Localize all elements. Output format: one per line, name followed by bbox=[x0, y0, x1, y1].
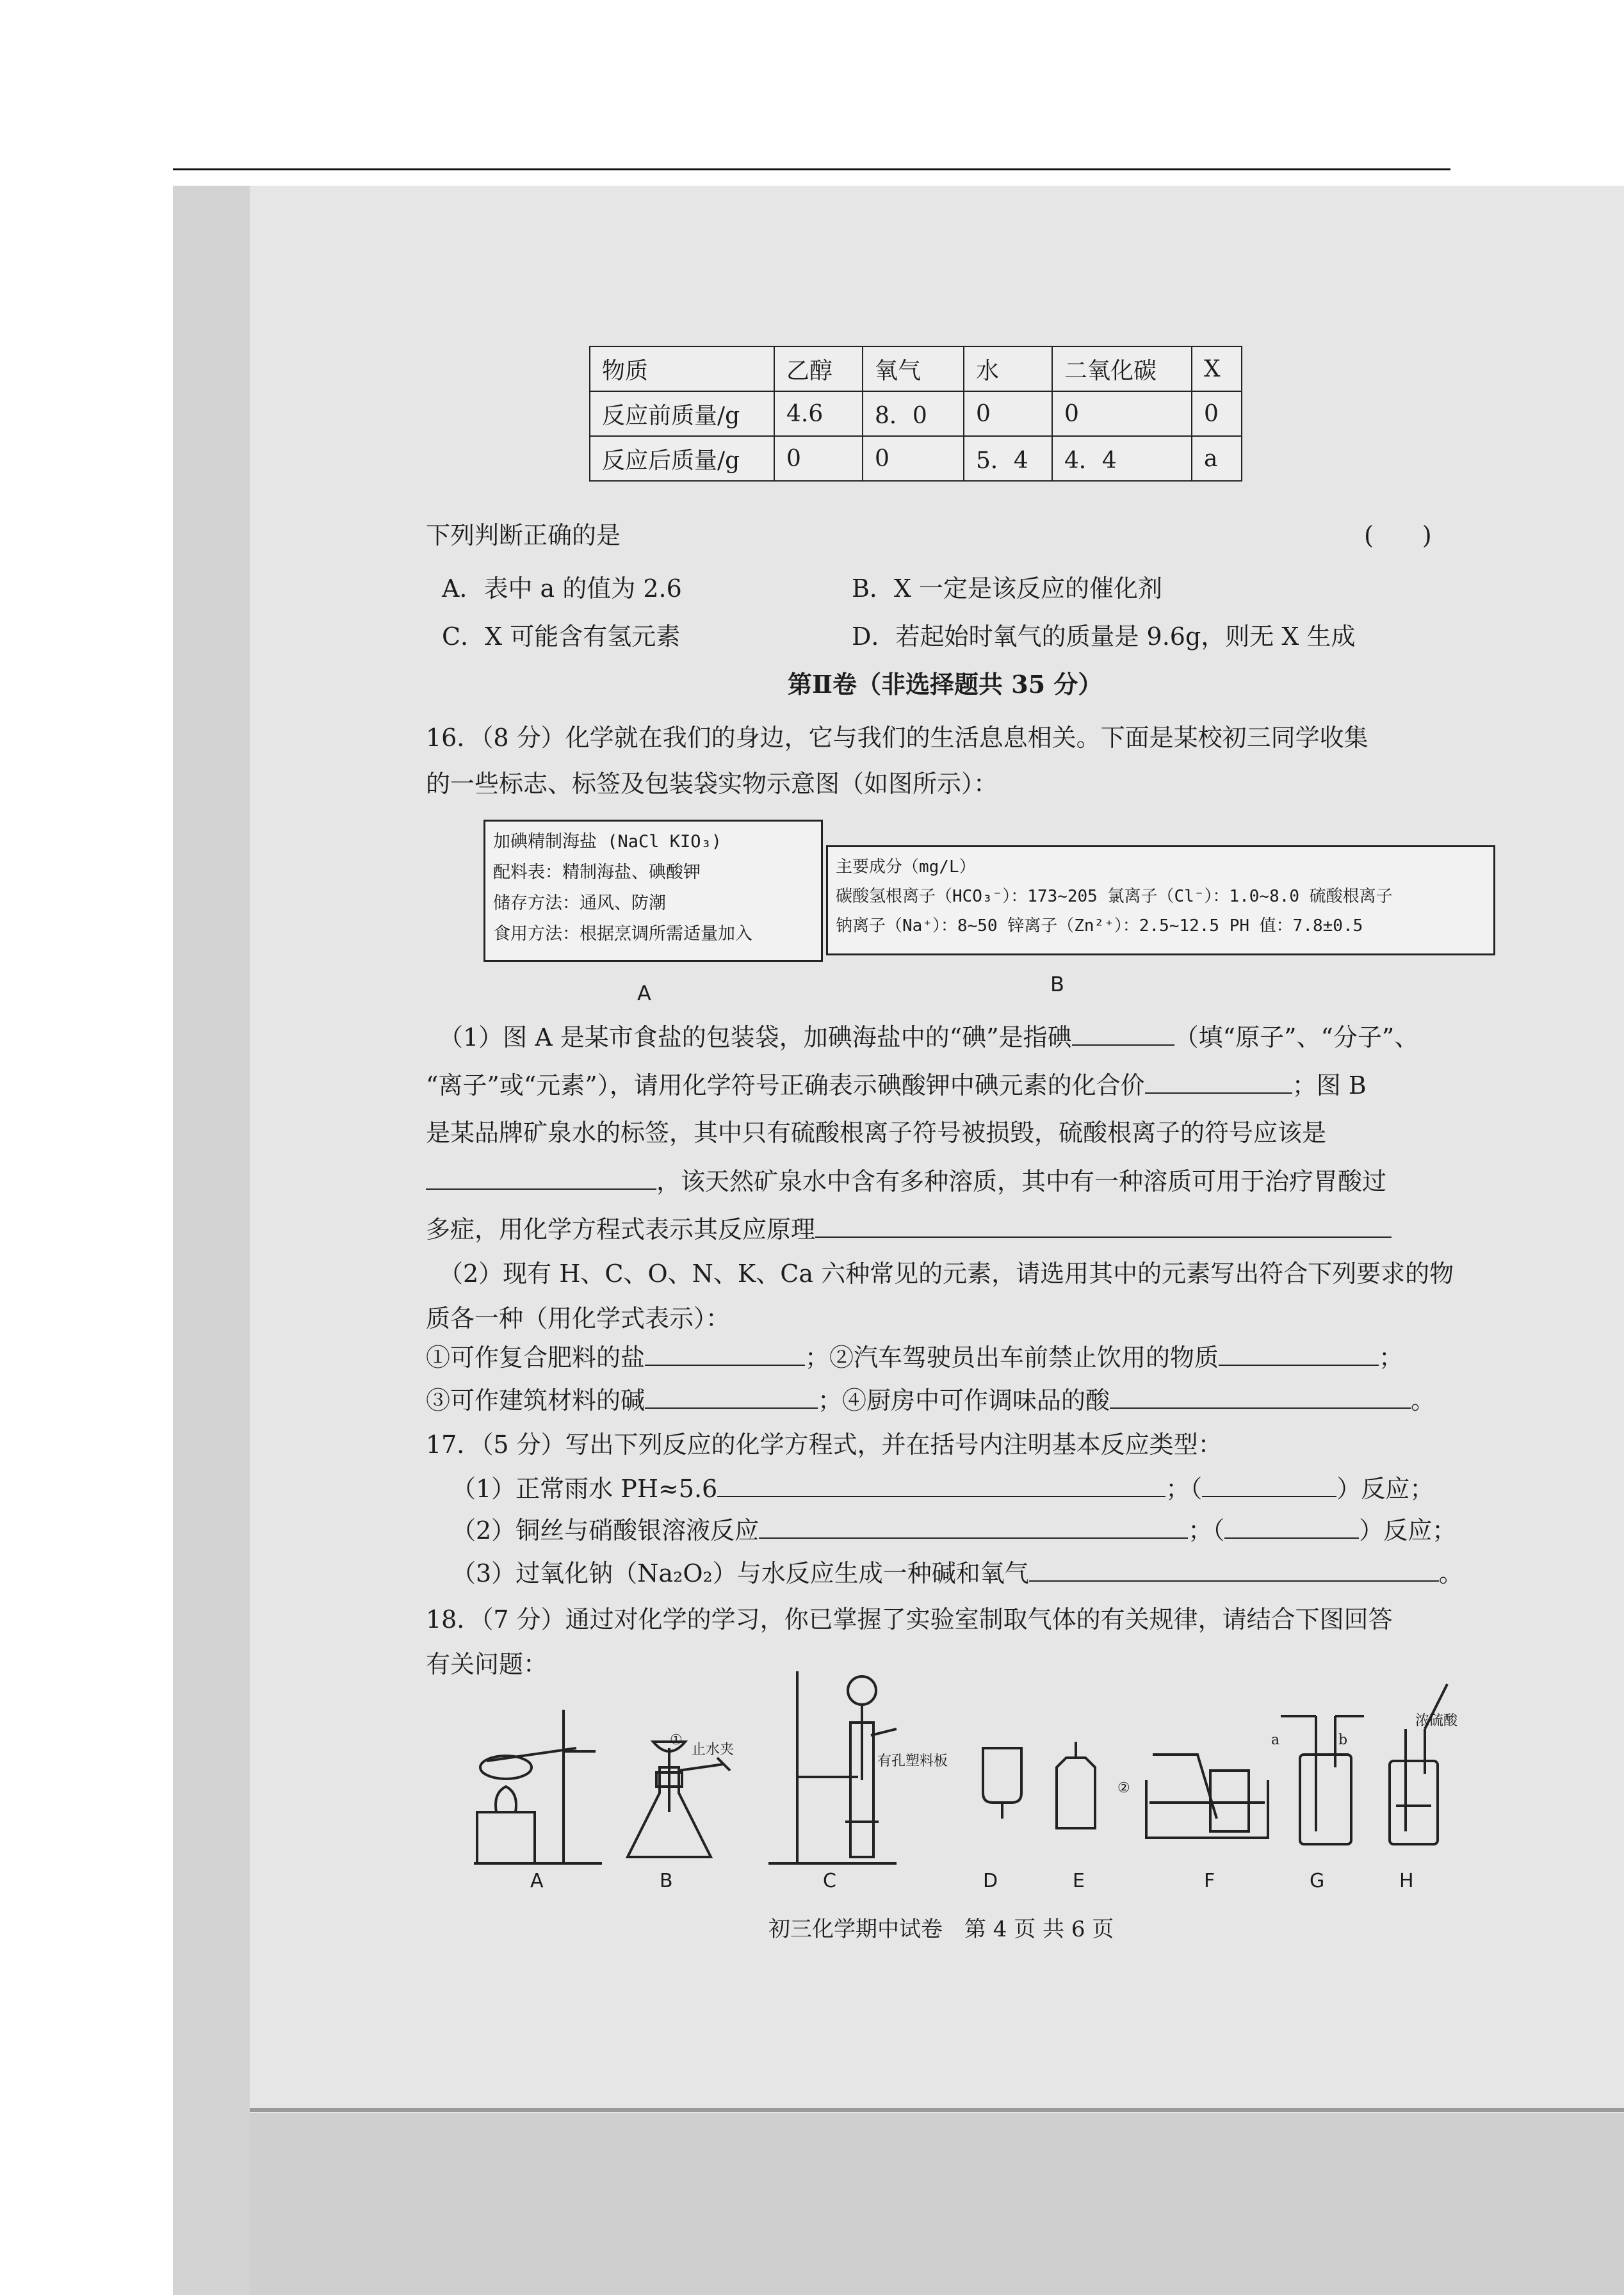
apparatus-label-d: D bbox=[983, 1870, 998, 1892]
label-b: b bbox=[1338, 1732, 1348, 1748]
q18-line-1: 18．（7 分）通过对化学的学习，你已掌握了实验室制取气体的有关规律，请结合下图回答 bbox=[426, 1605, 1393, 1634]
q17-item-2 bbox=[451, 1514, 1456, 1546]
apparatus-h-icon bbox=[1390, 1684, 1447, 1844]
water-label-b bbox=[826, 845, 1495, 955]
q16-p2-line-3 bbox=[426, 1342, 1403, 1373]
apparatus-label-a: A bbox=[530, 1870, 544, 1892]
q16-text: ③可作建筑材料的碱 bbox=[426, 1386, 646, 1415]
answer-blank[interactable] bbox=[645, 1342, 805, 1366]
table-cell: 0 bbox=[774, 436, 863, 481]
q16-p2-line-2: 质各一种（用化学式表示）： bbox=[426, 1304, 731, 1333]
table-cell: 0 bbox=[1192, 391, 1242, 436]
apparatus-label-h: H bbox=[1399, 1870, 1414, 1892]
q16-text: 。 bbox=[1411, 1386, 1436, 1415]
q16-text: “离子”或“元素”），请用化学符号正确表示碘酸钾中碘元素的化合价 bbox=[426, 1071, 1145, 1099]
sheet-bottom bbox=[250, 2113, 1624, 2295]
table-header-cell: 乙醇 bbox=[774, 346, 863, 391]
table-cell: 0 bbox=[1052, 391, 1192, 436]
apparatus-label-c: C bbox=[823, 1870, 836, 1892]
mass-table bbox=[589, 346, 1242, 482]
answer-blank[interactable] bbox=[1029, 1557, 1439, 1582]
q17-item-3 bbox=[451, 1557, 1463, 1589]
answer-blank[interactable] bbox=[759, 1514, 1188, 1539]
q16-text: ；④厨房中可作调味品的酸 bbox=[818, 1386, 1110, 1415]
q16-p1-line-2 bbox=[426, 1069, 1367, 1101]
salt-label-a bbox=[483, 820, 823, 962]
q17-item-1 bbox=[451, 1473, 1434, 1504]
q17-title: 17．（5 分）写出下列反应的化学方程式，并在括号内注明基本反应类型： bbox=[426, 1431, 1222, 1459]
answer-blank[interactable] bbox=[1110, 1384, 1411, 1409]
q17-text: ）反应； bbox=[1336, 1475, 1434, 1503]
table-cell: 反应后质量/g bbox=[590, 436, 774, 481]
q18-line-2: 有关问题： bbox=[426, 1650, 548, 1678]
apparatus-figure bbox=[448, 1665, 1505, 1876]
q16-text: （1）图 A 是某市食盐的包装袋，加碘海盐中的“碘”是指碘 bbox=[439, 1023, 1072, 1051]
label-c2: ② bbox=[1117, 1780, 1130, 1796]
label-plate: 有孔塑料板 bbox=[877, 1753, 948, 1769]
sheet-shadow bbox=[173, 186, 250, 2295]
label-c1: ① bbox=[670, 1732, 683, 1748]
table-header-cell: 二氧化碳 bbox=[1052, 346, 1192, 391]
q16-p1-line-1 bbox=[439, 1021, 1418, 1053]
q15-option-d: D．若起始时氧气的质量是 9.6g，则无 X 生成 bbox=[852, 622, 1356, 651]
answer-blank[interactable] bbox=[645, 1384, 818, 1409]
q15-answer-paren: ( ) bbox=[1364, 521, 1432, 549]
table-cell: 0 bbox=[863, 436, 964, 481]
label-a-line: 食用方法：根据烹调所需适量加入 bbox=[493, 924, 752, 944]
q15-stem: 下列判断正确的是 bbox=[426, 521, 621, 549]
q17-text: （1）正常雨水 PH≈5.6 bbox=[451, 1475, 718, 1503]
answer-blank[interactable] bbox=[1145, 1069, 1292, 1094]
answer-blank[interactable] bbox=[426, 1165, 656, 1190]
q15-option-a: A．表中 a 的值为 2.6 bbox=[442, 574, 682, 603]
apparatus-f-icon bbox=[1146, 1755, 1268, 1838]
label-b-line: 钠离子（Na⁺）：8~50 锌离子（Zn²⁺）：2.5~12.5 PH 值：7.8±0.5 bbox=[836, 916, 1363, 936]
label-a: a bbox=[1271, 1732, 1280, 1748]
label-b-line: 主要成分（mg/L） bbox=[836, 857, 976, 877]
sheet-fold-line bbox=[250, 2108, 1624, 2112]
apparatus-d-icon bbox=[983, 1748, 1021, 1819]
section-title: 第Ⅱ卷（非选择题共 35 分） bbox=[788, 670, 1103, 699]
answer-blank[interactable] bbox=[1219, 1342, 1379, 1366]
answer-blank[interactable] bbox=[717, 1473, 1165, 1497]
table-row bbox=[590, 391, 1242, 436]
apparatus-g-icon bbox=[1281, 1716, 1364, 1844]
q16-p2-line-1: （2）现有 H、C、O、N、K、Ca 六种常见的元素，请选用其中的元素写出符合下列要求的物 bbox=[439, 1260, 1454, 1288]
table-header-cell: X bbox=[1192, 346, 1242, 391]
apparatus-label-f: F bbox=[1204, 1870, 1215, 1892]
apparatus-label-g: G bbox=[1310, 1870, 1325, 1892]
q17-text: ）反应； bbox=[1359, 1516, 1457, 1545]
q16-p1-line-3: 是某品牌矿泉水的标签，其中只有硫酸根离子符号被损毁，硫酸根离子的符号应该是 bbox=[426, 1119, 1327, 1147]
q16-text: ；②汽车驾驶员出车前禁止饮用的物质 bbox=[805, 1343, 1219, 1372]
figure-a-caption: A bbox=[637, 981, 651, 1005]
label-a-line: 加碘精制海盐 (NaCl KIO₃) bbox=[493, 832, 722, 852]
q15-option-b: B．X 一定是该反应的催化剂 bbox=[852, 574, 1163, 603]
label-b-line: 碳酸氢根离子（HCO₃⁻）：173~205 氯离子（Cl⁻）：1.0~8.0 硫酸根离子 bbox=[836, 887, 1393, 906]
q16-text: ； bbox=[1379, 1343, 1404, 1372]
table-cell: 4.6 bbox=[774, 391, 863, 436]
label-acid: 浓硫酸 bbox=[1415, 1713, 1458, 1729]
q16-line-2: 的一些标志、标签及包装袋实物示意图（如图所示）： bbox=[426, 770, 998, 798]
answer-blank[interactable] bbox=[1224, 1514, 1359, 1539]
answer-blank[interactable] bbox=[1202, 1473, 1336, 1497]
q16-line-1: 16．（8 分）化学就在我们的身边，它与我们的生活息息相关。下面是某校初三同学收集 bbox=[426, 724, 1368, 752]
top-rule bbox=[173, 168, 1450, 170]
q17-text: 。 bbox=[1438, 1559, 1463, 1587]
table-row bbox=[590, 436, 1242, 481]
answer-blank[interactable] bbox=[1072, 1021, 1174, 1046]
table-header-row bbox=[590, 346, 1242, 391]
q16-p1-line-4 bbox=[426, 1165, 1386, 1197]
q16-text: ；图 B bbox=[1292, 1071, 1367, 1099]
table-cell: 0 bbox=[964, 391, 1052, 436]
apparatus-b-icon bbox=[628, 1742, 730, 1857]
table-header-cell: 氧气 bbox=[863, 346, 964, 391]
q16-text: ，该天然矿泉水中含有多种溶质，其中有一种溶质可用于治疗胃酸过 bbox=[656, 1167, 1387, 1196]
answer-blank[interactable] bbox=[815, 1213, 1392, 1238]
q17-text: ；（ bbox=[1165, 1475, 1203, 1503]
q16-p1-line-5 bbox=[426, 1213, 1392, 1245]
q16-text: ①可作复合肥料的盐 bbox=[426, 1343, 646, 1372]
figure-b-caption: B bbox=[1050, 972, 1064, 996]
table-header-cell: 物质 bbox=[590, 346, 774, 391]
q17-text: ；（ bbox=[1188, 1516, 1225, 1545]
q16-text: 多症，用化学方程式表示其反应原理 bbox=[426, 1215, 816, 1244]
q17-text: （3）过氧化钠（Na₂O₂）与水反应生成一种碱和氧气 bbox=[451, 1559, 1029, 1587]
table-cell: 反应前质量/g bbox=[590, 391, 774, 436]
q16-p2-line-4 bbox=[426, 1384, 1435, 1416]
apparatus-label-b: B bbox=[660, 1870, 673, 1892]
q16-text: （填“原子”、“分子”、 bbox=[1174, 1023, 1419, 1051]
page-footer: 初三化学期中试卷 第 4 页 共 6 页 bbox=[768, 1917, 1114, 1942]
table-cell: a bbox=[1192, 436, 1242, 481]
table-cell: 8．0 bbox=[863, 391, 964, 436]
q15-option-c: C．X 可能含有氢元素 bbox=[442, 622, 681, 651]
table-header-cell: 水 bbox=[964, 346, 1052, 391]
label-clamp: 止水夹 bbox=[692, 1742, 735, 1758]
q17-text: （2）铜丝与硝酸银溶液反应 bbox=[451, 1516, 759, 1545]
apparatus-label-e: E bbox=[1073, 1870, 1085, 1892]
label-a-line: 储存方法：通风、防潮 bbox=[493, 893, 666, 913]
apparatus-a-icon bbox=[474, 1710, 602, 1863]
table-cell: 4．4 bbox=[1052, 436, 1192, 481]
apparatus-e-icon bbox=[1057, 1742, 1095, 1828]
table-cell: 5．4 bbox=[964, 436, 1052, 481]
label-a-line: 配料表：精制海盐、碘酸钾 bbox=[493, 863, 701, 882]
